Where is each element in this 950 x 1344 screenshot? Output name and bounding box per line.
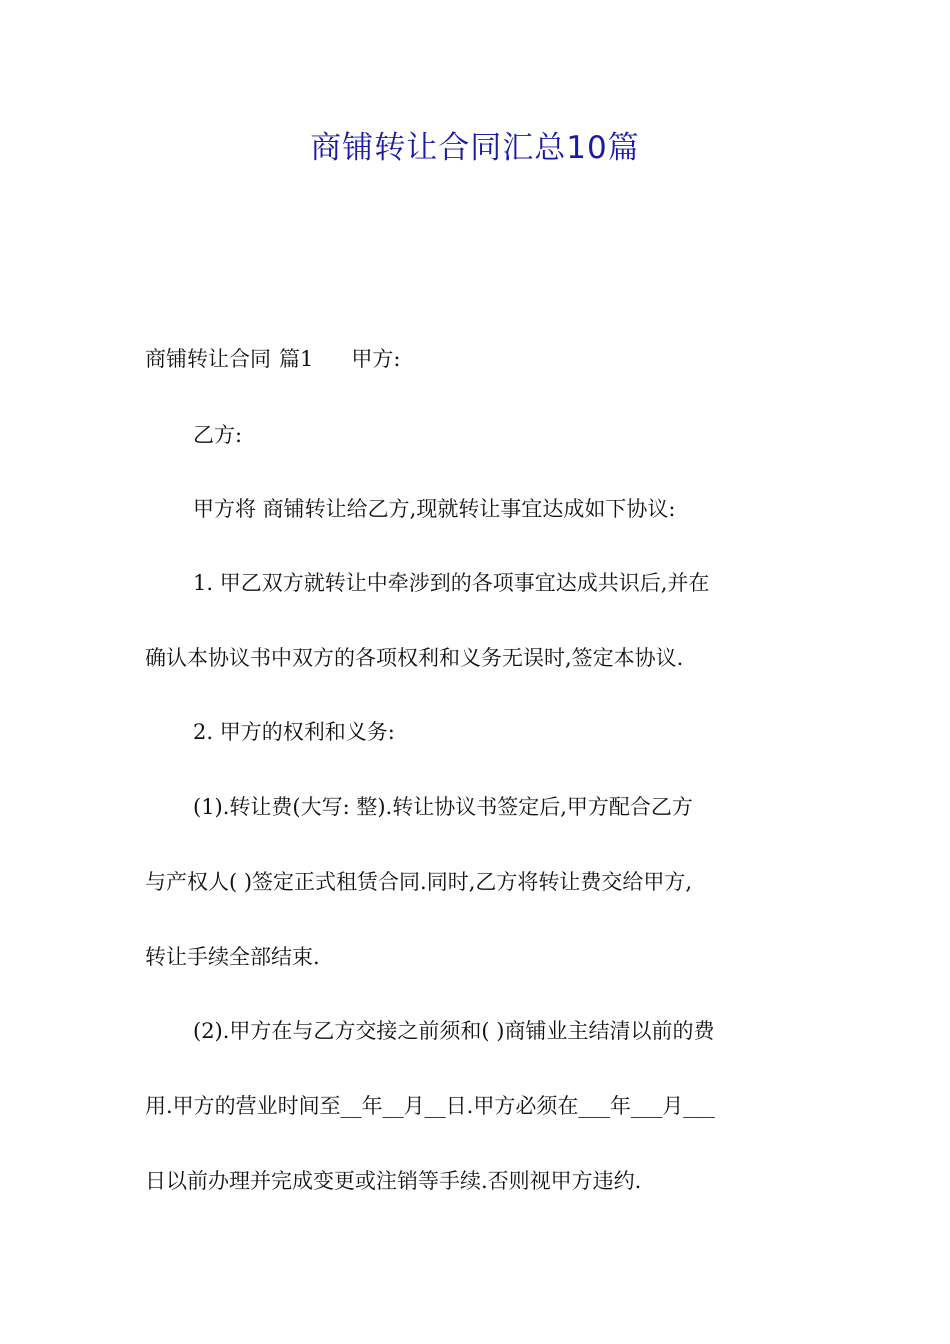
paragraph-line: 1. 甲乙双方就转让中牵涉到的各项事宜达成共识后,并在 [193,571,710,595]
party-b-line: 乙方: [193,423,243,447]
section-number: 篇1 [279,347,314,371]
paragraph-line: 确认本协议书中双方的各项权利和义务无误时,签定本协议. [145,646,684,670]
paragraph-line: 与产权人( )签定正式租赁合同.同时,乙方将转让费交给甲方, [145,870,693,894]
section-heading-line [145,344,815,374]
paragraph-line: 转让手续全部结束. [145,945,320,969]
party-a-label: 甲方: [351,347,401,371]
document-title: 商铺转让合同汇总10篇 [310,130,640,166]
paragraph-line: (2).甲方在与乙方交接之前须和( )商铺业主结清以前的费 [193,1019,715,1043]
paragraph-line: 用.甲方的营业时间至__年__月__日.甲方必须在___年___月___ [145,1094,715,1118]
paragraph-line: 日以前办理并完成变更或注销等手续.否则视甲方违约. [145,1169,642,1193]
paragraph-intro: 甲方将 商铺转让给乙方,现就转让事宜达成如下协议: [193,497,676,521]
section-title: 商铺转让合同 [145,347,271,371]
paragraph-line: 2. 甲方的权利和义务: [193,720,395,744]
paragraph-line: (1).转让费(大写: 整).转让协议书签定后,甲方配合乙方 [193,795,693,819]
